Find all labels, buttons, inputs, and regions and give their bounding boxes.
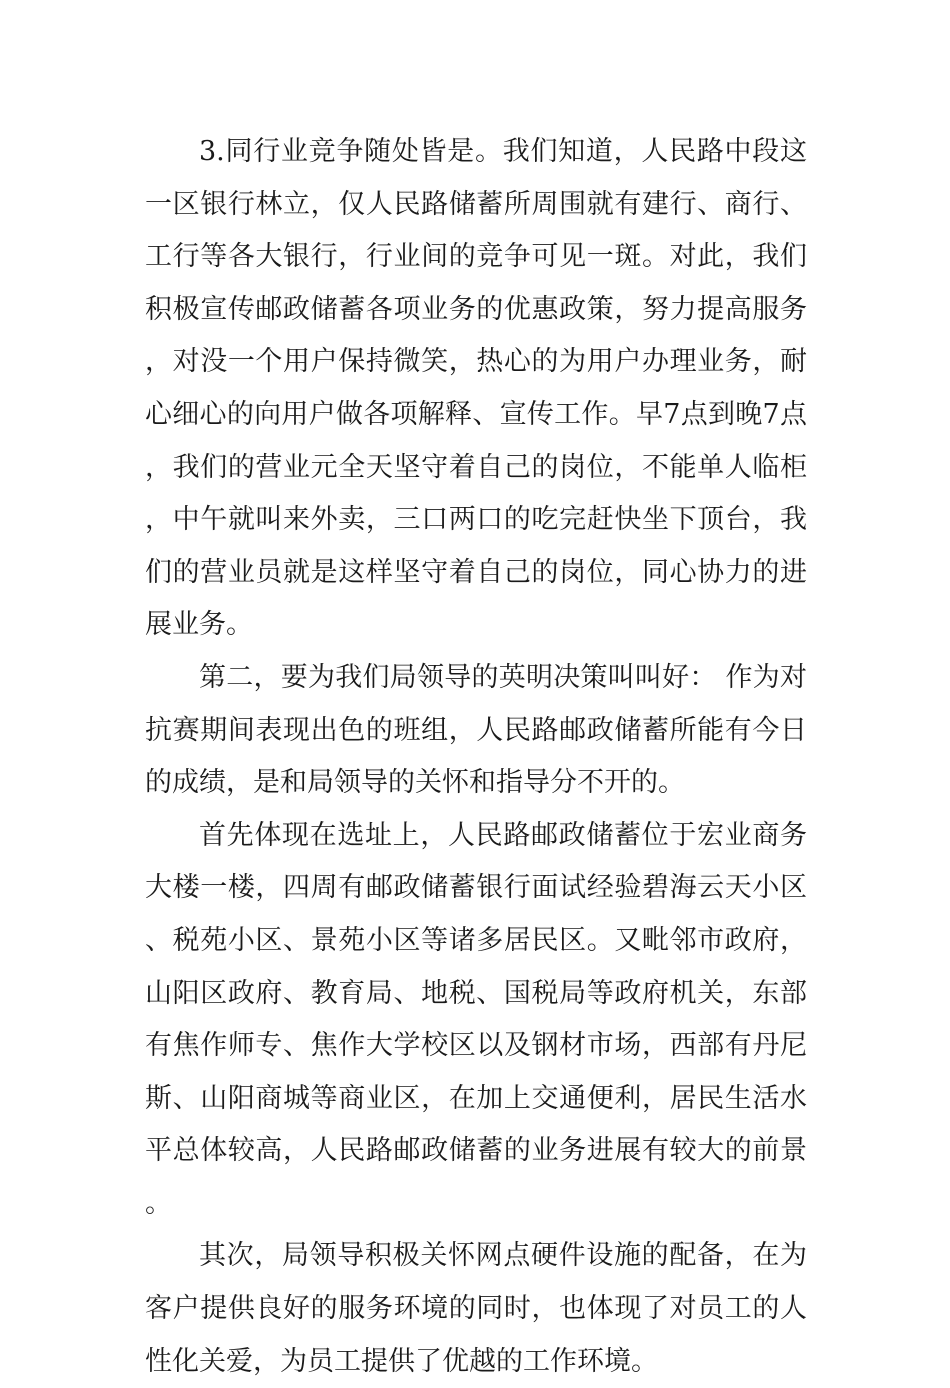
paragraph-leadership: 第二，要为我们局领导的英明决策叫叫好： 作为对抗赛期间表现出色的班组，人民路邮政储蓄所能有今日的成绩，是和局领导的关怀和指导分不开的。 [145,661,807,799]
paragraph-facilities: 其次，局领导积极关怀网点硬件设施的配备，在为客户提供良好的服务环境的同时，也体现了对员工的人性化关爱，为员工提供了优越的工作环境。 [145,1240,807,1377]
paragraph-competition: 3.同行业竞争随处皆是。我们知道，人民路中段这一区银行林立，仅人民路储蓄所周围就有建行、商行、工行等各大银行，行业间的竞争可见一斑。对此，我们积极宣传邮政储蓄各项业务的优惠政策，努力提高服务，对没一个用户保持微笑，热心的为用户办理业务，耐心细心的向用户做各项解释、宣传工作。早7点到晚7点，我们的营业元全天坚守着自己的岗位，不能单人临柜，中午就叫来外卖，三口两口的吃完赶快坐下顶台，我们的营业员就是这样坚守着自己的岗位，同心协力的进展业务。 [145,136,807,641]
document-body [145,126,807,1388]
paragraph-location: 首先体现在选址上，人民路邮政储蓄位于宏业商务大楼一楼，四周有邮政储蓄银行面试经验碧海云天小区、税苑小区、景苑小区等诸多居民区。又毗邻市政府，山阳区政府、教育局、地税、国税局等政府机关，东部有焦作师专、焦作大学校区以及钢材市场，西部有丹尼斯、山阳商城等商业区，在加上交通便利，居民生活水平总体较高，人民路邮政储蓄的业务进展有较大的前景。 [145,819,807,1219]
